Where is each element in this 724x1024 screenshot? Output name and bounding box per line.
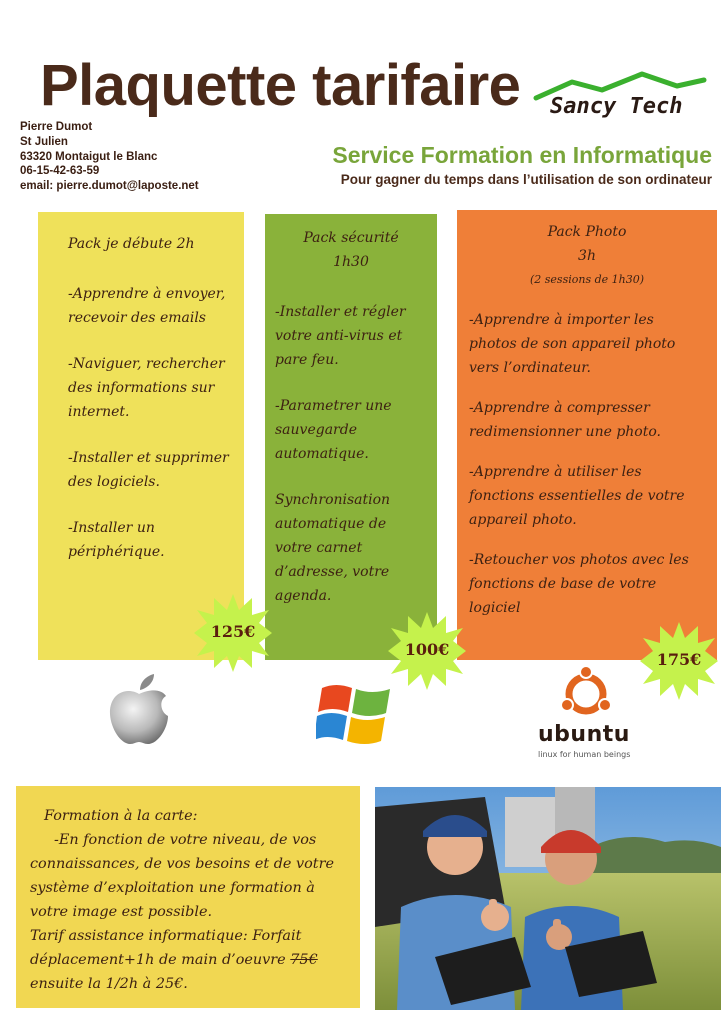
service-title: Service Formation en Informatique	[332, 142, 712, 168]
contact-name: Pierre Dumot	[20, 121, 93, 133]
pack-item: -Installer et supprimer des logiciels.	[68, 450, 229, 490]
contact-place: St Julien	[20, 135, 68, 148]
carte-heading: Formation à la carte:	[44, 808, 198, 824]
ubuntu-logo	[536, 666, 636, 766]
pack-photo	[457, 210, 717, 660]
pack-item: -Naviguer, rechercher des informations sur internet.	[68, 356, 225, 420]
ubuntu-tagline: linux for human beings	[538, 750, 631, 759]
pack-securite	[265, 214, 437, 660]
price-label: 100€	[404, 640, 450, 659]
pack-item: -Apprendre à utiliser les fonctions essentielles de votre appareil photo.	[469, 464, 685, 528]
pack-title-line: Pack sécurité	[303, 230, 399, 246]
price-badge-photo	[638, 620, 720, 702]
pack-item: -Installer et régler votre anti-virus et pare feu.	[275, 304, 406, 368]
logo-text: Sancy Tech	[550, 94, 683, 119]
pack-item: -Apprendre à compresser redimensionner une photo.	[469, 400, 661, 440]
farmers-photo-image	[375, 787, 721, 1010]
carte-old-price: 75€	[290, 952, 318, 968]
windows-logo-icon	[316, 678, 396, 750]
pack-item: Synchronisation automatique de votre carnet d’adresse, votre agenda.	[275, 492, 391, 604]
sancy-tech-logo	[532, 68, 712, 128]
carte-tarif	[30, 924, 350, 972]
contact-block	[20, 120, 199, 194]
price-badge-debutant	[192, 592, 274, 674]
price-label: 125€	[210, 622, 256, 641]
apple-logo-icon	[104, 668, 174, 748]
pack-item: -Apprendre à importer les photos de son appareil photo vers l’ordinateur.	[469, 312, 676, 376]
carte-tarif-end: ensuite la 1/2h à 25€.	[30, 976, 188, 992]
contact-phone: 06-15-42-63-59	[20, 165, 100, 178]
pack-title-line: Pack Photo	[547, 224, 627, 240]
formation-a-la-carte	[16, 786, 360, 1008]
contact-city: 63320 Montaigut le Blanc	[20, 150, 158, 163]
carte-body: -En fonction de votre niveau, de vos connaissances, de vos besoins et de votre système d’exploitation une formation à votre image est possible.	[30, 832, 334, 920]
page-title: Plaquette tarifaire	[40, 53, 521, 118]
pack-duration: 1h30	[333, 254, 369, 270]
ubuntu-wordmark: ubuntu	[538, 722, 630, 747]
service-subtitle: Pour gagner du temps dans l’utilisation de son ordinateur	[340, 172, 712, 187]
pack-sessions: (2 sessions de 1h30)	[529, 273, 645, 286]
pack-duration: 3h	[578, 248, 596, 264]
pack-item: -Retoucher vos photos avec les fonctions de base de votre logiciel	[469, 552, 689, 616]
pack-title	[469, 220, 705, 288]
contact-email[interactable]: email: pierre.dumot@laposte.net	[20, 180, 199, 193]
pack-item: -Installer un périphérique.	[68, 520, 165, 560]
carte-tarif-text: Tarif assistance informatique: Forfait déplacement+1h de main d’oeuvre	[30, 928, 302, 968]
pack-item: -Apprendre à envoyer, recevoir des emails	[68, 286, 226, 326]
pack-title	[275, 226, 427, 274]
pack-item: -Parametrer une sauvegarde automatique.	[275, 398, 392, 462]
pack-title: Pack je débute 2h	[68, 236, 195, 252]
farmers-photo	[375, 787, 721, 1010]
ubuntu-circle-icon	[536, 666, 636, 726]
price-label: 175€	[656, 650, 702, 669]
price-badge-securite	[386, 610, 468, 692]
